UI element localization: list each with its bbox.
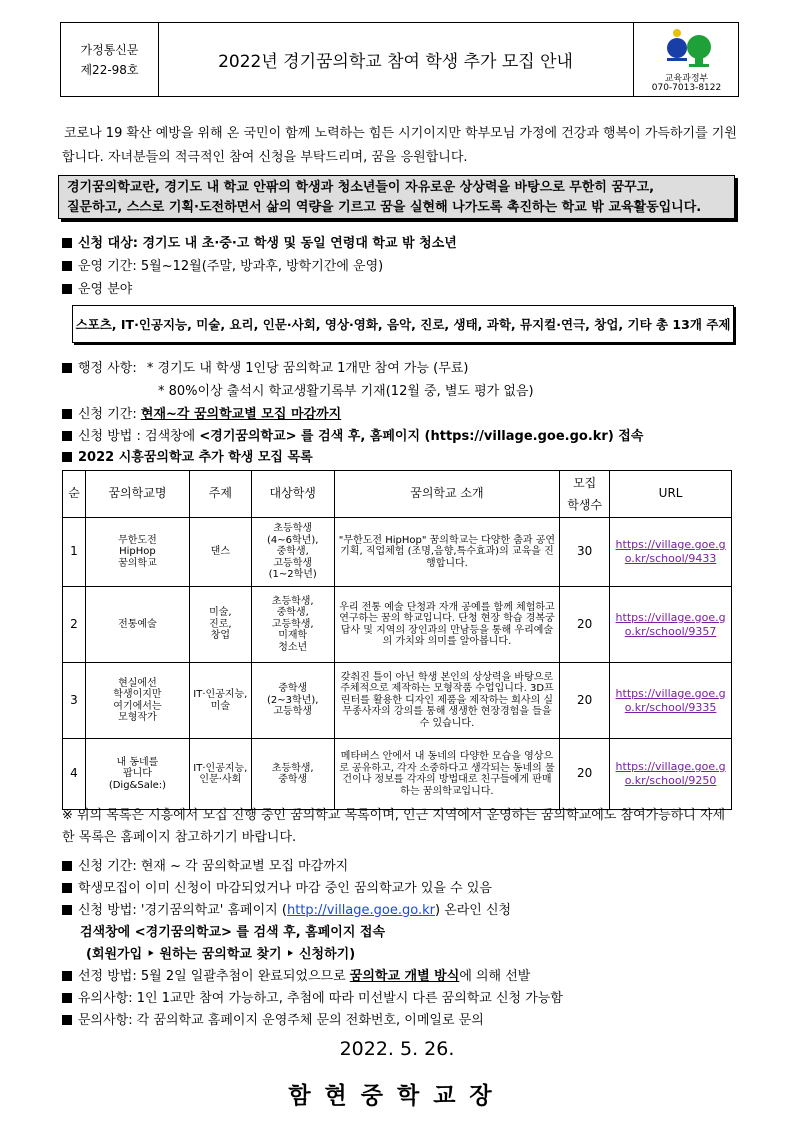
bullet-square-icon [62, 409, 72, 419]
col-header-topic: 주제 [189, 471, 251, 518]
bullet-square-icon [62, 1015, 72, 1025]
col-header-target: 대상학생 [251, 471, 334, 518]
school-link[interactable]: https://village.goe.go.kr/school/9357 [615, 610, 726, 638]
intro-paragraph: 코로나 19 확산 예방을 위해 온 국민이 함께 노력하는 힘든 시기이지만 학부모님 가정에 건강과 행복이 가득하기를 기원합니다. 자녀분들의 적극적인 참여 신청을 부탁드리며, 꿈을 응원합니다. [62, 126, 737, 165]
col-header-no: 순 [63, 471, 86, 518]
table-row: 2 전통예술 미술, 진로, 창업 초등학생, 중학생, 고등학생, 미재학 청소년 우리 전통 예술 단청과 자개 공예를 함께 체험하고 연구하는 꿈의 학교입니다. 단청 현장 학습 경복궁 답사 및 지역의 장인과의 만남등을 통해 우리예술의 가치와 의미를 알아봅니다. 20 https://village.goe.go.kr/school/9357 [63, 587, 732, 663]
col-header-url: URL [610, 471, 732, 518]
info-admin-2: * 80%이상 출석시 학교생활기록부 기재(12월 중, 별도 평가 없음) [158, 384, 534, 399]
bottom-apply-search: 검색창에 <경기꿈의학교> 를 검색 후, 홈페이지 접속 [80, 925, 386, 940]
doc-number: 제22-98호 [80, 62, 139, 77]
org-name: 교육과정부 [664, 74, 709, 84]
table-header-row [63, 471, 732, 518]
definition-line-1: 경기꿈의학교란, 경기도 내 학교 안팎의 학생과 청소년들이 자유로운 상상력을 바탕으로 무한히 꿈꾸고, [67, 180, 655, 195]
bottom-caution: 유의사항: 1인 1교만 참여 가능하고, 추첨에 따라 미선발시 다른 꿈의학교 신청 가능함 [62, 988, 742, 1010]
homepage-link[interactable]: http://village.goe.go.kr [286, 903, 435, 918]
table-row: 4 내 동네를 팝니다 (Dig&Sale:) IT·인공지능, 인문·사회 초등학생, 중학생 메타버스 안에서 내 동네의 다양한 모습을 영상으로 공유하고, 각자 소중하다고 생각되는 동네의 물건이나 정보를 각자의 방법대로 친구들에게 판매하는 꿈의학교입니다. 20 https://village.goe.go.kr/school/9250 [63, 739, 732, 810]
list-title: 2022 시흥꿈의학교 추가 학생 모집 목록 [62, 447, 313, 469]
col-header-desc: 꿈의학교 소개 [334, 471, 560, 518]
bullet-square-icon [62, 363, 72, 373]
bottom-apply-method: 신청 방법: '경기꿈의학교' 홈페이지 (http://village.goe.go.kr) 온라인 신청 [62, 900, 742, 922]
bullet-square-icon [62, 238, 72, 248]
col-header-count: 모집 학생수 [560, 471, 610, 518]
fields-box: 스포츠, IT·인공지능, 미술, 요리, 인문·사회, 영상·영화, 음악, 진로, 생태, 과학, 뮤지컬·연극, 창업, 기타 총 13개 주제 [72, 305, 734, 343]
bullet-square-icon [62, 261, 72, 271]
bullet-square-icon [62, 284, 72, 294]
school-link[interactable]: https://village.goe.go.kr/school/9335 [615, 686, 726, 714]
table-row: 1 무한도전 HipHop 꿈의학교 댄스 초등학생 (4~6학년), 중학생, 고등학생 (1~2학년) "무한도전 HipHop" 꿈의학교는 다양한 춤과 공연기획, 직업체험 (조명,음향,특수효과)의 교육을 진행합니다. 30 https://village.goe.go.kr/school/9433 [63, 518, 732, 587]
bullet-square-icon [62, 971, 72, 981]
bottom-info [62, 856, 742, 1032]
definition-line-2: 질문하고, 스스로 기획·도전하면서 삶의 역량을 기르고 꿈을 실현해 나가도록 촉진하는 학교 밖 교육활동입니다. [67, 200, 702, 215]
info-apply-method: 신청 방법 : 검색창에 <경기꿈의학교> 를 검색 후, 홈페이지 (https://village.goe.go.kr) 접속 [62, 426, 643, 448]
bullet-square-icon [62, 861, 72, 871]
bottom-inquiry: 문의사항: 각 꿈의학교 홈페이지 운영주체 문의 전화번호, 이메일로 문의 [62, 1010, 742, 1032]
bullet-square-icon [62, 431, 72, 441]
bullet-square-icon [62, 883, 72, 893]
bullet-square-icon [62, 905, 72, 915]
bullet-square-icon [62, 993, 72, 1003]
info-field-label: 운영 분야 [62, 279, 132, 301]
list-note: ※ 위의 목록은 시흥에서 모집 진행 중인 꿈의학교 목록이며, 인근 지역에서 운영하는 꿈의학교에도 참여가능하니 자세한 목록은 홈페이지 참고하기기 바랍니다. [62, 808, 726, 845]
document-header [60, 22, 739, 97]
school-list-table [62, 470, 732, 810]
info-admin-1: 행정 사항: * 경기도 내 학생 1인당 꿈의학교 1개만 참여 가능 (무료) [62, 358, 468, 380]
page-title: 2022년 경기꿈의학교 참여 학생 추가 모집 안내 [218, 52, 573, 72]
doc-info [61, 23, 159, 96]
bottom-closed-notice: 학생모집이 이미 신청이 마감되었거나 마감 중인 꿈의학교가 있을 수 있음 [62, 878, 742, 900]
school-link[interactable]: https://village.goe.go.kr/school/9250 [615, 760, 726, 787]
org-phone: 070-7013-8122 [651, 83, 722, 93]
info-apply-period: 신청 기간: 현재~각 꿈의학교별 모집 마감까지 [62, 404, 341, 426]
bottom-apply-steps: (회원가입 ‣ 원하는 꿈의학교 찾기 ‣ 신청하기) [86, 947, 356, 962]
doc-type: 가정통신문 [80, 42, 139, 57]
bottom-selection: 선정 방법: 5월 2일 일괄추첨이 완료되었으므로 꿈의학교 개별 방식에 의해 선발 [62, 966, 742, 988]
info-period: 운영 기간: 5월~12월(주말, 방과후, 방학기간에 운영) [62, 256, 383, 278]
info-target: 신청 대상: 경기도 내 초·중·고 학생 및 동일 연령대 학교 밖 청소년 [62, 233, 457, 255]
document-date: 2022. 5. 26. [339, 1038, 455, 1060]
school-logo-icon [659, 28, 715, 68]
definition-box [58, 175, 735, 219]
principal-signature: 함현중학교장 [288, 1083, 506, 1109]
school-link[interactable]: https://village.goe.go.kr/school/9433 [615, 538, 726, 565]
school-logo-box [633, 23, 739, 96]
bottom-apply-period: 신청 기간: 현재 ~ 각 꿈의학교별 모집 마감까지 [62, 856, 742, 878]
table-row: 3 현실에선 학생이지만 여기에서는 모형작가 IT·인공지능, 미술 중학생 (2~3학년), 고등학생 갖춰진 틀이 아닌 학생 본인의 상상력을 바탕으로 주체적으로 제작하는 모형작품 수업입니다. 3D프린터를 활용한 디자인 제품을 제작하는 회사의 실무종사자의 강의를 통해 생생한 현장경험을 들을 수 있습니다. 20 https://village.goe.go.kr/school/9335 [63, 663, 732, 739]
bullet-square-icon [62, 452, 72, 462]
col-header-name: 꿈의학교명 [85, 471, 189, 518]
